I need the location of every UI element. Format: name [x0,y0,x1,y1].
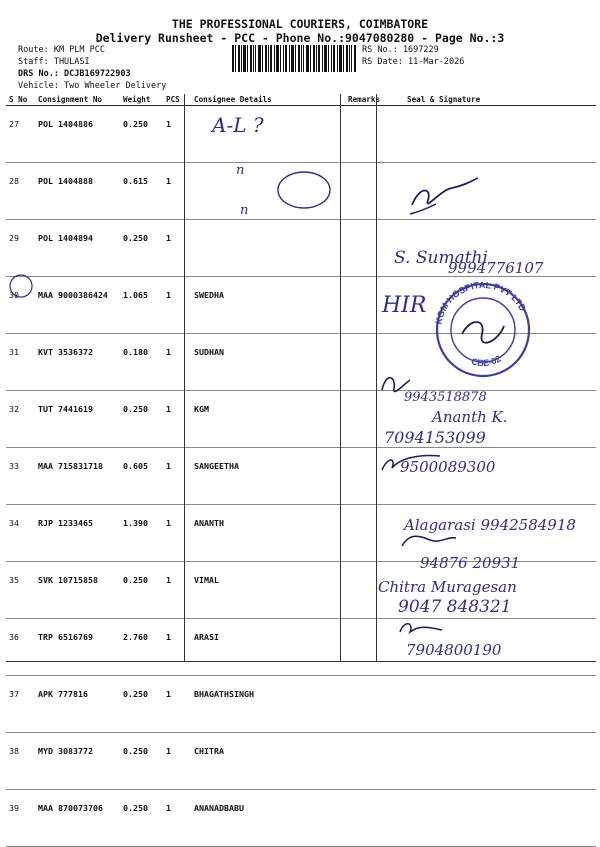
cell-consignee: SUDHAN [191,334,345,391]
rs-date: RS Date: 11-Mar-2026 [362,57,465,67]
cell-seal [381,676,596,733]
cell-weight: 0.250 [120,790,163,847]
table-header-row [6,94,596,106]
cell-consignment: APK 777816 [35,676,120,733]
cell-consignee: SWEDHA [191,277,345,334]
cell-consignment: TUT 7441619 [35,391,120,448]
table-row [6,733,596,790]
table-row [6,277,596,334]
cell-consignee [191,163,345,220]
table-bottom-rule [6,661,596,662]
cell-weight: 0.250 [120,733,163,790]
cell-weight: 0.250 [120,676,163,733]
table-row [6,448,596,505]
cell-consignee: SANGEETHA [191,448,345,505]
cell-sno: 31 [6,334,35,391]
signature-37: Alagarasi 9942584918 [404,516,576,534]
cell-consignment: MAA 715831718 [35,448,120,505]
cell-consignment: SVK 10715858 [35,562,120,619]
cell-weight: 0.615 [120,163,163,220]
cell-pcs: 1 [163,505,191,562]
cell-seal [381,277,596,334]
cell-pcs: 1 [163,391,191,448]
signature-30: S. Sumathi [394,248,488,268]
phone-30: 9994776107 [448,259,544,277]
cell-pcs: 1 [163,334,191,391]
col-divider [184,94,185,661]
cell-pcs: 1 [163,277,191,334]
col-sno: S No [6,94,35,106]
cell-weight: 0.250 [120,391,163,448]
cell-remarks [345,790,381,847]
cell-pcs: 1 [163,790,191,847]
rs-number: RS No.: 1697229 [362,45,439,55]
col-consignment: Consignment No [35,94,120,106]
cell-seal [381,562,596,619]
cell-seal [381,790,596,847]
cell-weight: 0.250 [120,106,163,163]
cell-consignment: MAA 9000386424 [35,277,120,334]
cell-consignee: ANANTH [191,505,345,562]
col-seal: Seal & Signature [381,94,596,106]
cell-sno: 38 [6,733,35,790]
cell-consignment: MAA 870073706 [35,790,120,847]
cell-consignee: VIMAL [191,562,345,619]
company-title: THE PROFESSIONAL COURIERS, COIMBATORE [171,17,429,31]
cell-consignee: BHAGATHSINGH [191,676,345,733]
cell-consignment: KVT 3536372 [35,334,120,391]
cell-seal [381,220,596,277]
phone-35: 9500089300 [400,458,496,476]
cell-seal [381,106,596,163]
cell-sno: 39 [6,790,35,847]
phone-39: 7904800190 [406,641,502,659]
cell-sno: 30 [6,277,35,334]
cell-seal [381,391,596,448]
cell-pcs: 1 [163,619,191,676]
cell-sno: 35 [6,562,35,619]
cell-pcs: 1 [163,448,191,505]
col-divider [376,94,377,661]
runsheet-table [6,94,596,847]
stamp-text-bottom: CBE-02 [470,353,503,369]
cell-seal [381,448,596,505]
cell-consignment: RJP 1233465 [35,505,120,562]
handwritten-mark: n [240,203,249,218]
col-divider [340,94,341,661]
cell-consignee: CHITRA [191,733,345,790]
table-row [6,790,596,847]
cell-sno: 27 [6,106,35,163]
staff-label: Staff: THULASI [18,57,90,67]
cell-pcs: 1 [163,733,191,790]
cell-consignment: POL 1404894 [35,220,120,277]
runsheet-title: Delivery Runsheet - PCC - Phone No.:9047080280 - Page No.:3 [95,31,505,45]
route-label: Route: KM PLM PCC [18,45,105,55]
cell-pcs: 1 [163,562,191,619]
col-pcs: PCS [163,94,191,106]
cell-sno: 34 [6,505,35,562]
table-row [6,334,596,391]
cell-weight: 0.250 [120,562,163,619]
cell-weight: 0.605 [120,448,163,505]
cell-seal [381,163,596,220]
cell-consignment: MYD 3083772 [35,733,120,790]
stamp-text-top: KGM HOSPITAL PVT LTD [433,279,528,326]
phone-38: 9047 848321 [398,597,512,617]
barcode [232,45,356,72]
table-row [6,391,596,448]
col-consignee: Consignee Details [191,94,345,106]
cell-weight: 0.250 [120,220,163,277]
cell-pcs: 1 [163,676,191,733]
table-row [6,220,596,277]
cell-pcs: 1 [163,220,191,277]
cell-remarks [345,676,381,733]
handwritten-mark: n [236,163,245,178]
cell-seal [381,619,596,676]
cell-sno: 36 [6,619,35,676]
handwritten-mark: A-L ? [212,113,264,137]
cell-sno: 32 [6,391,35,448]
cell-weight: 1.390 [120,505,163,562]
cell-sno: 33 [6,448,35,505]
phone-33: 9943518878 [404,390,487,405]
cell-weight: 2.760 [120,619,163,676]
cell-consignment: POL 1404886 [35,106,120,163]
cell-seal [381,733,596,790]
signature-31: HIR [382,293,427,318]
cell-consignee [191,220,345,277]
cell-sno: 37 [6,676,35,733]
col-remarks: Remarks [345,94,381,106]
drs-label: DRS No.: DCJB169722903 [18,69,131,79]
table-row [6,106,596,163]
cell-sno: 29 [6,220,35,277]
phone-34: 7094153099 [384,428,486,447]
cell-consignee: ARASI [191,619,345,676]
faded-stamp: ❋ [377,156,386,167]
cell-pcs: 1 [163,163,191,220]
signature-34: Ananth K. [432,408,508,426]
cell-weight: 1.065 [120,277,163,334]
table-row [6,619,596,676]
cell-consignment: POL 1404888 [35,163,120,220]
vehicle-label: Vehicle: Two Wheeler Delivery [18,81,167,91]
phone-37: 94876 20931 [420,554,521,572]
cell-consignee [191,106,345,163]
cell-weight: 0.180 [120,334,163,391]
cell-remarks [345,733,381,790]
signature-38: Chitra Muragesan [378,578,517,596]
table-row [6,505,596,562]
cell-sno: 28 [6,163,35,220]
table-row [6,163,596,220]
table-row [6,562,596,619]
cell-consignment: TRP 6516769 [35,619,120,676]
cell-pcs: 1 [163,106,191,163]
col-weight: Weight [120,94,163,106]
cell-consignee: ANANADBABU [191,790,345,847]
cell-seal [381,334,596,391]
table-row [6,676,596,733]
cell-consignee: KGM [191,391,345,448]
cell-seal [381,505,596,562]
